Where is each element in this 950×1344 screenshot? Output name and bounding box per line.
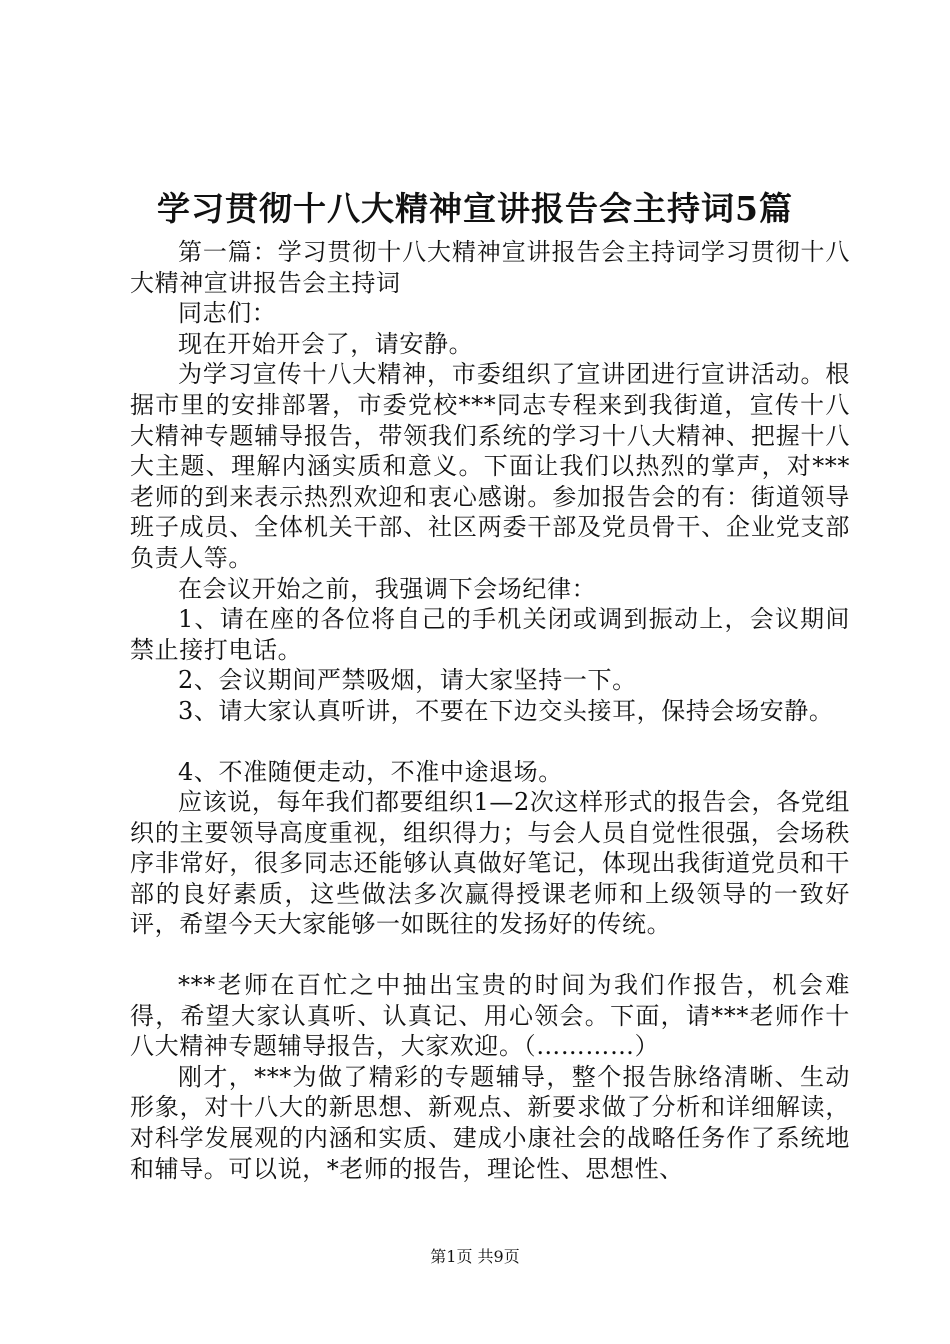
paragraph-salutation: 同志们： xyxy=(178,299,277,328)
paragraph-praise: 应该说，每年我们都要组织1—2次这样形式的报告会，各党组织的主要领导高度重视，组织得力；与会人员自觉性很强，会场秩序非常好，很多同志还能够认真做好笔记，体现出我街道党员和干部的良好素质，这些做法多次赢得授课老师和上级领导的一致好评，希望今天大家能够一如既往的发扬好的传统。 xyxy=(130,788,850,939)
page-footer: 第1页 共9页 xyxy=(430,1247,520,1266)
paragraph-discipline-intro: 在会议开始之前，我强调下会场纪律： xyxy=(178,574,597,603)
document-body xyxy=(130,237,850,1184)
paragraph-heading: 第一篇：学习贯彻十八大精神宣讲报告会主持词学习贯彻十八大精神宣讲报告会主持词 xyxy=(130,238,850,297)
paragraph-summary: 刚才，***为做了精彩的专题辅导，整个报告脉络清晰、生动形象，对十八大的新思想、新观点、新要求做了分析和详细解读，对科学发展观的内涵和实质、建成小康社会的战略任务作了系统地和辅导。可以说，*老师的报告，理论性、思想性、 xyxy=(130,1062,850,1183)
paragraph-introduction: 为学习宣传十八大精神，市委组织了宣讲团进行宣讲活动。根据市里的安排部署，市委党校***同志专程来到我街道，宣传十八大精神专题辅导报告，带领我们系统的学习十八大精神、把握十八大主题、理解内涵实质和意义。下面让我们以热烈的掌声，对***老师的到来表示热烈欢迎和衷心感谢。参加报告会的有：街道领导班子成员、全体机关干部、社区两委干部及党员骨干、企业党支部负责人等。 xyxy=(130,360,850,572)
paragraph-rule-3: 3、请大家认真听讲，不要在下边交头接耳，保持会场安静。 xyxy=(178,696,834,725)
document-title: 学习贯彻十八大精神宣讲报告会主持词5篇 xyxy=(157,189,793,228)
paragraph-rule-1: 1、请在座的各位将自己的手机关闭或调到振动上，会议期间禁止接打电话。 xyxy=(130,605,850,664)
paragraph-welcome-speaker: ***老师在百忙之中抽出宝贵的时间为我们作报告，机会难得，希望大家认真听、认真记、用心领会。下面，请***老师作十八大精神专题辅导报告，大家欢迎。（…………） xyxy=(130,971,850,1061)
paragraph-rule-4: 4、不准随便走动，不准中途退场。 xyxy=(178,757,563,786)
paragraph-opening: 现在开始开会了，请安静。 xyxy=(178,329,474,358)
paragraph-rule-2: 2、会议期间严禁吸烟，请大家坚持一下。 xyxy=(178,666,637,695)
